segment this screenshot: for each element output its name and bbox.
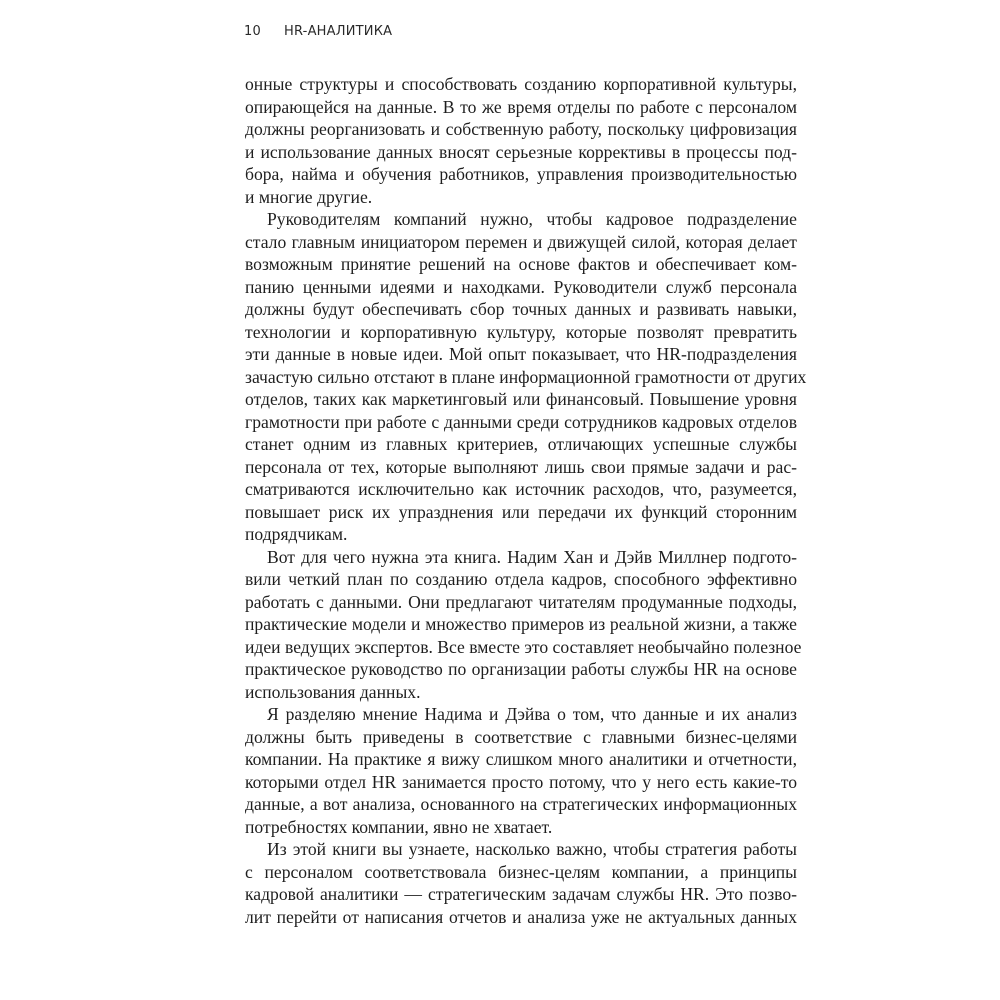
paragraph [245,838,797,928]
text-line: должны будут обеспечивать сбор точных данных и развивать навыки, [245,299,797,319]
text-line: и многие другие. [245,186,373,207]
text-line: данные, а вот анализа, основанного на стратегических информационных [245,794,797,814]
paragraph [245,73,797,208]
text-line: станет одним из главных критериев, отличающих успешные службы [245,434,797,454]
text-line: идеи ведущих экспертов. Все вместе это составляет необычайно полезное [245,636,802,657]
text-line: онные структуры и способствовать созданию корпоративной культуры, [245,74,797,94]
running-head [244,24,392,39]
text-line: повышает риск их упразднения или передачи их функций сторонним [245,501,797,522]
text-line: возможным принятие решений на основе фактов и обеспечивает ком- [245,254,797,274]
text-line: грамотности при работе с данными среди сотрудников кадровых отделов [245,411,797,432]
text-line: Вот для чего нужна эта книга. Надим Хан и Дэйв Миллнер подгото- [267,546,797,567]
text-line: зачастую сильно отстают в плане информационной грамотности от других [245,366,807,387]
text-line: стало главным инициатором перемен и движущей силой, которая делает [245,231,797,252]
page-number: 10 [244,24,261,39]
text-line: эти данные в новые идеи. Мой опыт показывает, что HR-подразделения [245,344,797,364]
text-line: потребностях компании, явно не хватает. [245,816,553,837]
text-line: отделов, таких как маркетинговый или финансовый. Повышение уровня [245,389,797,409]
text-line: практические модели и множество примеров из реальной жизни, а также [245,614,797,634]
paragraph [245,703,797,838]
paragraph [245,208,807,546]
text-line: технологии и корпоративную культуру, которые позволят превратить [245,321,797,342]
text-line: и использование данных вносят серьезные коррективы в процессы под- [245,141,797,162]
text-line: панию ценными идеями и находками. Руководители служб персонала [245,276,797,297]
text-line: должны быть приведены в соответствие с главными бизнес-целями [245,726,797,747]
text-line: которыми отдел HR занимается просто потому, что у него есть какие-то [245,771,797,792]
text-line: практическое руководство по организации работы службы HR на основе [245,659,797,679]
text-line: Я разделяю мнение Надима и Дэйва о том, что данные и их анализ [267,704,797,724]
text-line: сматриваются исключительно как источник расходов, что, разумеется, [245,479,797,499]
text-line: компании. На практике я вижу слишком много аналитики и отчетности, [245,749,797,769]
text-line: с персоналом соответствовала бизнес-целям компании, а принципы [245,861,797,882]
paragraph [245,546,802,704]
text-line: опирающейся на данные. В то же время отделы по работе с персоналом [245,96,797,117]
text-line: Из этой книги вы узнаете, насколько важно, чтобы стратегия работы [267,839,797,859]
text-line: лит перейти от написания отчетов и анализа уже не актуальных данных [245,906,797,927]
text-line: должны реорганизовать и собственную работу, поскольку цифровизация [245,119,797,139]
text-line: использования данных. [245,681,421,702]
text-line: работать с данными. Они предлагают читателям продуманные подходы, [245,591,797,612]
text-line: вили четкий план по созданию отдела кадров, способного эффективно [245,569,797,589]
text-line: подрядчикам. [245,524,348,544]
text-line: кадровой аналитики — стратегическим задачам службы HR. Это позво- [245,884,797,904]
text-line: Руководителям компаний нужно, чтобы кадровое подразделение [267,209,797,229]
running-title: HR-АНАЛИТИКА [284,24,393,39]
body-text [245,73,807,928]
text-line: бора, найма и обучения работников, управления производительностью [245,164,797,184]
text-line: персонала от тех, которые выполняют лишь свои прямые задачи и рас- [245,456,797,477]
